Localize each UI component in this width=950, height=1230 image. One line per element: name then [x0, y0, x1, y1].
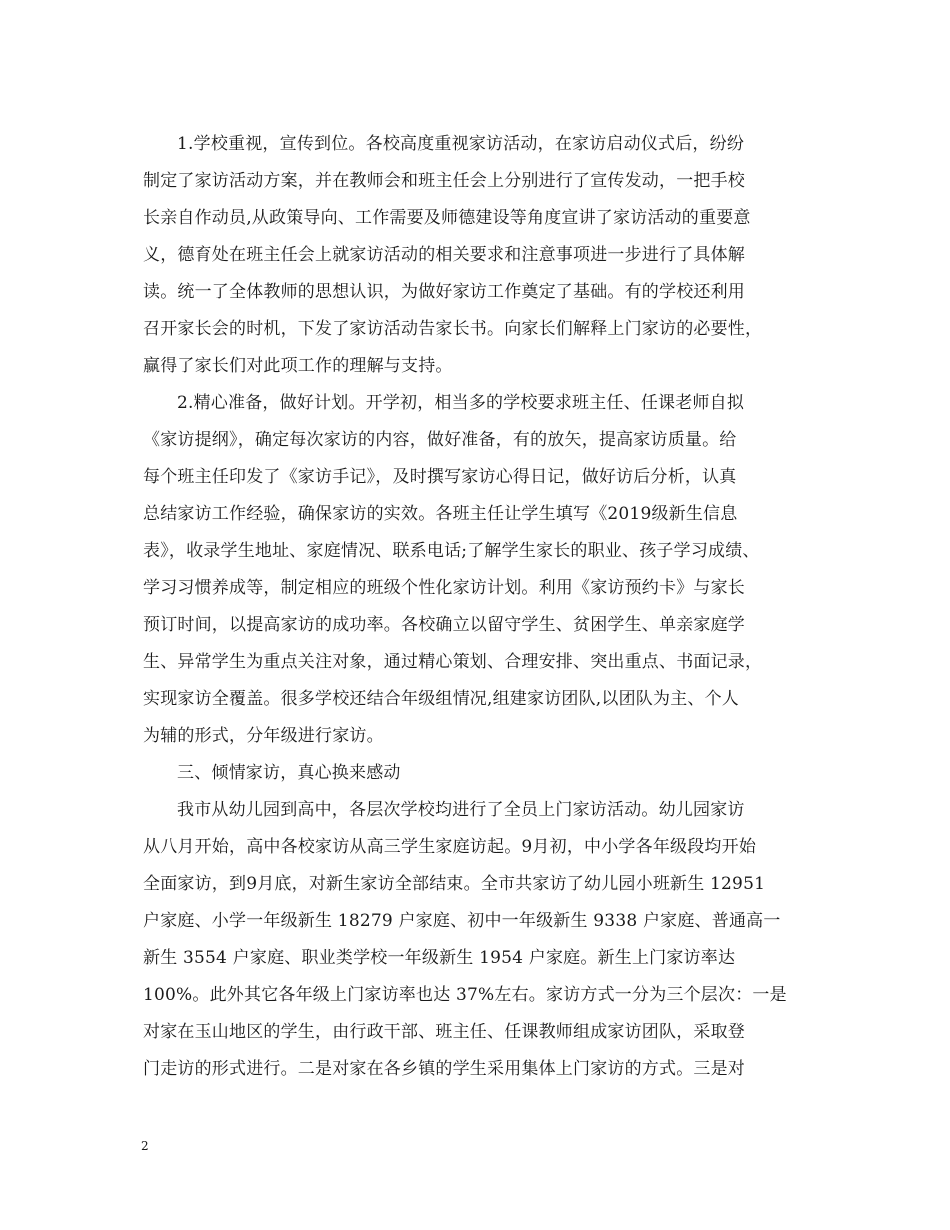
- text-line: 预订时间，以提高家访的成功率。各校确立以留守学生、贫困学生、单亲家庭学: [143, 615, 745, 635]
- text-line: 学习习惯养成等，制定相应的班级个性化家访计划。利用《家访预约卡》与家长: [143, 578, 745, 598]
- text-line: 三、倾情家访，真心换来感动: [177, 763, 401, 783]
- text-line: 为辅的形式，分年级进行家访。: [143, 726, 384, 746]
- text-line: 读。统一了全体教师的思想认识，为做好家访工作奠定了基础。有的学校还利用: [143, 282, 745, 302]
- text-line: 2.精心准备，做好计划。开学初，相当多的学校要求班主任、任课老师自拟: [177, 393, 745, 413]
- text-line: 义，德育处在班主任会上就家访活动的相关要求和注意事项进一步进行了具体解: [143, 245, 745, 265]
- text-line: 户家庭、小学一年级新生 18279 户家庭、初中一年级新生 9338 户家庭、普通高一: [143, 911, 781, 931]
- text-line: 1.学校重视，宣传到位。各校高度重视家访活动，在家访启动仪式后，纷纷: [177, 134, 745, 154]
- text-line: 全面家访，到9月底，对新生家访全部结束。全市共家访了幼儿园小班新生 12951: [143, 874, 766, 894]
- text-line: 对家在玉山地区的学生，由行政干部、班主任、任课教师组成家访团队，采取登: [143, 1022, 745, 1042]
- text-line: 100%。此外其它各年级上门家访率也达 37%左右。家访方式一分为三个层次：一是: [143, 985, 787, 1005]
- text-line: 制定了家访活动方案，并在教师会和班主任会上分别进行了宣传发动，一把手校: [143, 171, 745, 191]
- text-line: 新生 3554 户家庭、职业类学校一年级新生 1954 户家庭。新生上门家访率达: [143, 948, 736, 968]
- text-line: 《家访提纲》，确定每次家访的内容，做好准备，有的放矢，提高家访质量。给: [143, 430, 737, 450]
- text-line: 实现家访全覆盖。很多学校还结合年级组情况,组建家访团队,以团队为主、个人: [143, 689, 740, 709]
- text-line: 生、异常学生为重点关注对象，通过精心策划、合理安排、突出重点、书面记录，: [143, 652, 763, 672]
- text-line: 召开家长会的时机，下发了家访活动告家长书。向家长们解释上门家访的必要性，: [143, 319, 763, 339]
- text-line: 赢得了家长们对此项工作的理解与支持。: [143, 356, 453, 376]
- text-line: 门走访的形式进行。二是对家在各乡镇的学生采用集体上门家访的方式。三是对: [143, 1059, 745, 1079]
- page-number: 2: [141, 1139, 149, 1153]
- text-line: 总结家访工作经验，确保家访的实效。各班主任让学生填写《2019级新生信息: [143, 504, 738, 524]
- text-line: 长亲自作动员,从政策导向、工作需要及师德建设等角度宣讲了家访活动的重要意: [143, 208, 751, 228]
- text-line: 从八月开始，高中各校家访从高三学生家庭访起。9月初，中小学各年级段均开始: [143, 837, 757, 857]
- text-line: 表》，收录学生地址、家庭情况、联系电话;了解学生家长的职业、孩子学习成绩、: [143, 541, 760, 561]
- text-line: 我市从幼儿园到高中，各层次学校均进行了全员上门家访活动。幼儿园家访: [177, 800, 745, 820]
- body-text: [143, 126, 813, 1088]
- text-line: 每个班主任印发了《家访手记》，及时撰写家访心得日记，做好访后分析，认真: [143, 467, 737, 487]
